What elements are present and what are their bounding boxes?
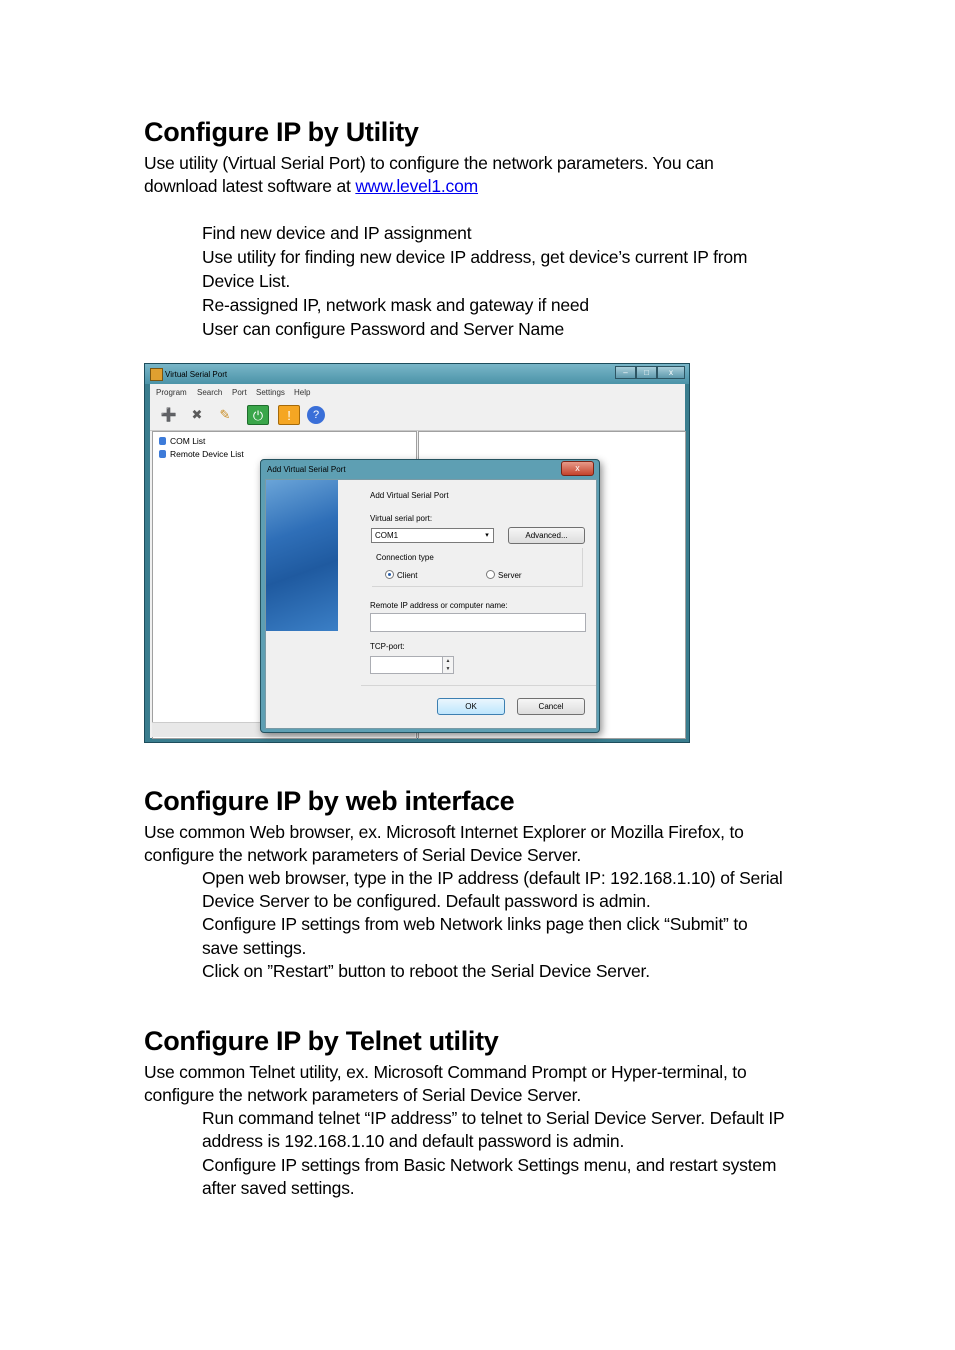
minimize-button[interactable]: – bbox=[615, 366, 636, 379]
remove-port-icon[interactable]: ✖ bbox=[191, 407, 203, 422]
utility-item: Find new device and IP assignment bbox=[202, 223, 472, 243]
web-intro-line-2: configure the network parameters of Serial Device Server. bbox=[144, 845, 582, 865]
maximize-button[interactable]: □ bbox=[636, 366, 657, 379]
section-heading-web: Configure IP by web interface bbox=[144, 786, 515, 816]
add-virtual-serial-port-dialog bbox=[260, 459, 600, 733]
utility-intro-line-2 bbox=[144, 175, 478, 199]
dialog-title: Add Virtual Serial Port bbox=[267, 465, 346, 474]
telnet-item: address is 192.168.1.10 and default password is admin. bbox=[202, 1131, 625, 1151]
utility-intro-prefix: download latest software at bbox=[144, 176, 356, 196]
telnet-item: Run command telnet “IP address” to telnet to Serial Device Server. Default IP bbox=[202, 1108, 785, 1128]
utility-intro-line-1: Use utility (Virtual Serial Port) to configure the network parameters. You can bbox=[144, 153, 714, 173]
window-client bbox=[150, 384, 685, 738]
window-titlebar bbox=[145, 364, 689, 384]
power-icon[interactable]: ⏻ bbox=[247, 405, 269, 425]
virtual-port-select[interactable]: COM1 ▾ bbox=[371, 528, 494, 543]
web-item: Click on ”Restart” button to reboot the Serial Device Server. bbox=[202, 961, 650, 981]
tcp-port-label: TCP-port: bbox=[370, 642, 405, 651]
web-intro-line-1: Use common Web browser, ex. Microsoft Internet Explorer or Mozilla Firefox, to bbox=[144, 822, 744, 842]
dialog-body bbox=[265, 479, 597, 729]
utility-item: Use utility for finding new device IP address, get device’s current IP from bbox=[202, 247, 748, 267]
utility-item: Device List. bbox=[202, 271, 291, 291]
connection-type-label: Connection type bbox=[376, 553, 434, 562]
utility-item: Re-assigned IP, network mask and gateway if need bbox=[202, 295, 589, 315]
remote-device-icon bbox=[159, 450, 166, 458]
edit-port-icon[interactable]: ✎ bbox=[219, 407, 231, 422]
toolbar bbox=[150, 400, 685, 431]
section-heading-utility: Configure IP by Utility bbox=[144, 117, 419, 147]
dropdown-arrow-icon: ▾ bbox=[485, 532, 489, 539]
telnet-intro-line-1: Use common Telnet utility, ex. Microsoft Command Prompt or Hyper-terminal, to bbox=[144, 1062, 747, 1082]
web-item: Device Server to be configured. Default password is admin. bbox=[202, 891, 651, 911]
menu-port[interactable]: Port bbox=[232, 388, 247, 397]
section-heading-telnet: Configure IP by Telnet utility bbox=[144, 1026, 499, 1056]
cancel-button[interactable]: Cancel bbox=[517, 698, 585, 715]
telnet-intro-line-2: configure the network parameters of Serial Device Server. bbox=[144, 1085, 582, 1105]
telnet-item: after saved settings. bbox=[202, 1178, 355, 1198]
web-item: Open web browser, type in the IP address (default IP: 192.168.1.10) of Serial bbox=[202, 868, 783, 888]
dialog-banner-image bbox=[266, 480, 338, 631]
com-list-icon bbox=[159, 437, 166, 445]
menu-bar bbox=[150, 386, 685, 399]
dialog-header: Add Virtual Serial Port bbox=[370, 491, 449, 500]
remote-ip-input[interactable] bbox=[370, 613, 586, 632]
close-button[interactable]: x bbox=[657, 366, 685, 379]
radio-server[interactable]: Server bbox=[486, 570, 522, 580]
menu-help[interactable]: Help bbox=[294, 388, 311, 397]
telnet-item: Configure IP settings from Basic Network Settings menu, and restart system bbox=[202, 1155, 777, 1175]
virtual-serial-port-window bbox=[144, 363, 690, 743]
alert-icon[interactable]: ! bbox=[278, 405, 300, 425]
tree-item-remote-device-list[interactable]: Remote Device List bbox=[159, 449, 244, 459]
level1-link[interactable]: www.level1.com bbox=[355, 176, 479, 196]
web-item: Configure IP settings from web Network links page then click “Submit” to bbox=[202, 914, 748, 934]
add-port-icon[interactable]: ➕ bbox=[160, 407, 178, 422]
ok-button[interactable]: OK bbox=[437, 698, 505, 715]
utility-item: User can configure Password and Server Name bbox=[202, 319, 564, 339]
help-icon[interactable]: ? bbox=[307, 406, 325, 424]
advanced-button[interactable]: Advanced... bbox=[508, 527, 585, 544]
menu-settings[interactable]: Settings bbox=[256, 388, 285, 397]
dialog-close-button[interactable]: x bbox=[561, 461, 594, 476]
menu-search[interactable]: Search bbox=[197, 388, 223, 397]
tcp-port-input[interactable] bbox=[370, 656, 443, 674]
tree-item-com-list[interactable]: COM List bbox=[159, 436, 205, 446]
tcp-port-spinner[interactable]: ▲ ▼ bbox=[442, 656, 454, 674]
app-icon bbox=[150, 368, 163, 381]
dialog-divider bbox=[361, 685, 596, 686]
port-label: Virtual serial port: bbox=[370, 514, 433, 523]
window-title: Virtual Serial Port bbox=[165, 370, 228, 379]
radio-client[interactable]: Client bbox=[385, 570, 417, 580]
web-item: save settings. bbox=[202, 938, 307, 958]
remote-ip-label: Remote IP address or computer name: bbox=[370, 601, 508, 610]
radio-unselected-icon bbox=[486, 570, 495, 579]
menu-program[interactable]: Program bbox=[156, 388, 187, 397]
radio-selected-icon bbox=[385, 570, 394, 579]
